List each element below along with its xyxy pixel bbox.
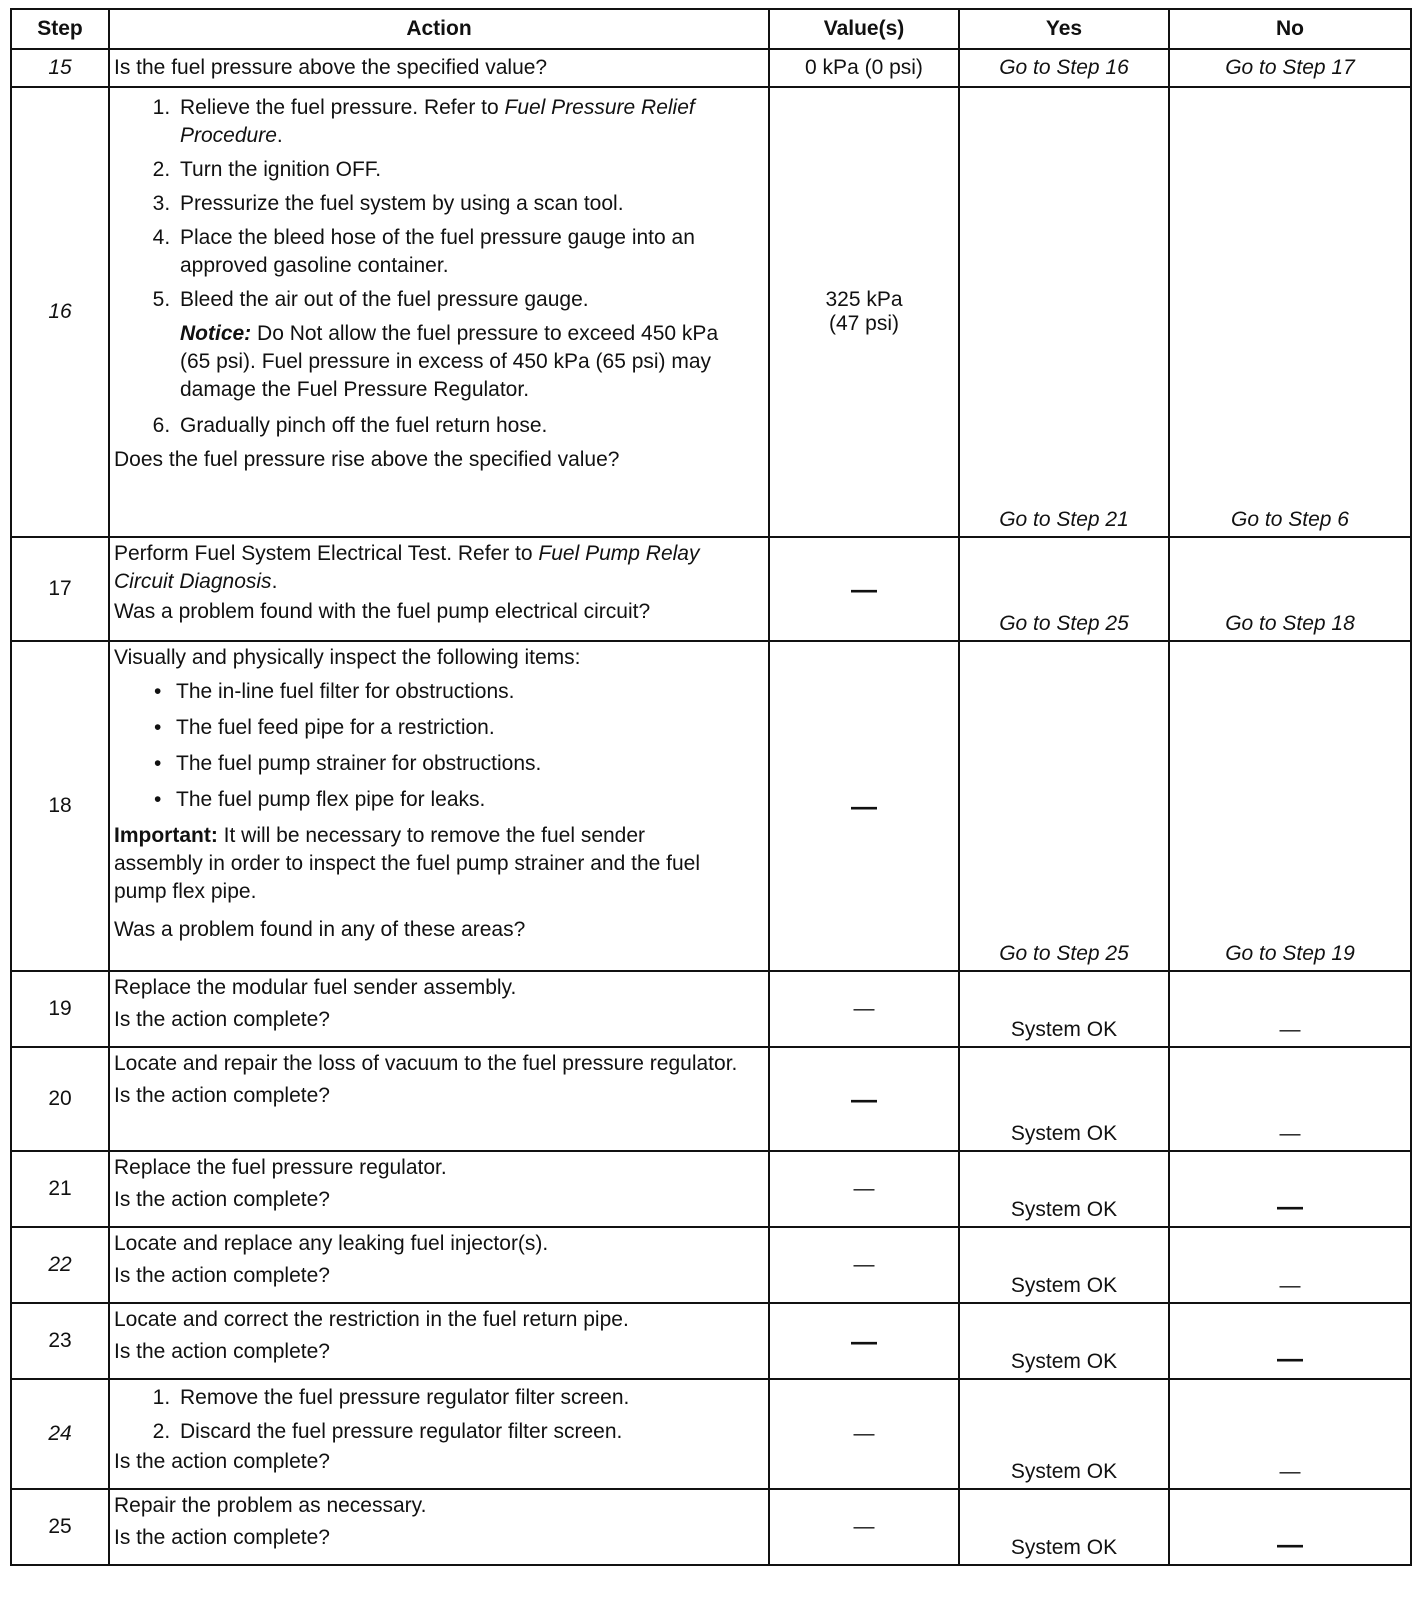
table-row: [11, 1489, 1411, 1565]
list-item: • The fuel pump flex pipe for leaks.: [176, 786, 764, 814]
yes-result: Go to Step 16: [959, 49, 1169, 87]
step-number: 22: [11, 1227, 109, 1303]
yes-result: Go to Step 25: [959, 641, 1169, 971]
list-item: 3. Pressurize the fuel system by using a scan tool.: [176, 190, 764, 218]
step-number: 18: [11, 641, 109, 971]
action-question: Is the action complete?: [114, 1008, 330, 1031]
no-result: —: [1169, 1227, 1411, 1303]
action-question: Was a problem found in any of these areas?: [114, 918, 526, 941]
action-question: Is the action complete?: [114, 1264, 330, 1287]
list-item: 6. Gradually pinch off the fuel return hose.: [176, 412, 764, 440]
header-values: Value(s): [769, 9, 959, 49]
action-cell: [109, 1227, 769, 1303]
step-value: —: [769, 1047, 959, 1151]
action-question: Does the fuel pressure rise above the specified value?: [114, 448, 620, 471]
step-value: —: [769, 1303, 959, 1379]
step-number: 24: [11, 1379, 109, 1489]
header-row: [11, 9, 1411, 49]
list-item: 1. Remove the fuel pressure regulator filter screen.: [176, 1384, 764, 1412]
step-value: —: [769, 1379, 959, 1489]
step-number: 16: [11, 87, 109, 537]
important-label: Important:: [114, 824, 218, 847]
table-row: [11, 1303, 1411, 1379]
step-number: 19: [11, 971, 109, 1047]
procedure-reference: Fuel Pump Relay Circuit Diagnosis: [114, 542, 700, 593]
header-step: Step: [11, 9, 109, 49]
action-question: Is the action complete?: [114, 1084, 330, 1107]
yes-result: Go to Step 21: [959, 87, 1169, 537]
no-result: —: [1169, 971, 1411, 1047]
no-result: —: [1169, 1489, 1411, 1565]
table-row: [11, 1227, 1411, 1303]
diagnostic-table-page: [10, 8, 1410, 1566]
no-result: —: [1169, 1151, 1411, 1227]
step-value: —: [769, 1151, 959, 1227]
header-action: Action: [109, 9, 769, 49]
yes-result: System OK: [959, 1379, 1169, 1489]
table-row: [11, 1047, 1411, 1151]
step-value: —: [769, 1489, 959, 1565]
action-question: Is the action complete?: [114, 1340, 330, 1363]
header-yes: Yes: [959, 9, 1169, 49]
action-text: Perform Fuel System Electrical Test. Refer to Fuel Pump Relay Circuit Diagnosis.: [114, 542, 700, 593]
action-cell: [109, 1151, 769, 1227]
action-cell: [109, 1379, 769, 1489]
step-value: —: [769, 641, 959, 971]
diagnostic-table: [10, 8, 1412, 1566]
yes-result: System OK: [959, 1489, 1169, 1565]
yes-result: System OK: [959, 1047, 1169, 1151]
step-value: 325 kPa (47 psi): [769, 87, 959, 537]
action-text: Visually and physically inspect the following items:: [114, 646, 581, 669]
list-item: 2. Turn the ignition OFF.: [176, 156, 764, 184]
table-row: [11, 87, 1411, 537]
yes-result: System OK: [959, 1303, 1169, 1379]
list-item: • The fuel pump strainer for obstructions.: [176, 750, 764, 778]
yes-result: System OK: [959, 1227, 1169, 1303]
table-row: [11, 537, 1411, 641]
list-item: 2. Discard the fuel pressure regulator filter screen.: [176, 1418, 764, 1446]
list-item: • The in-line fuel filter for obstructions.: [176, 678, 764, 706]
procedure-list: [114, 94, 764, 440]
action-cell: [109, 1489, 769, 1565]
inspection-list: [114, 678, 764, 814]
step-value: —: [769, 971, 959, 1047]
step-value: 0 kPa (0 psi): [769, 49, 959, 87]
action-cell: [109, 971, 769, 1047]
no-result: —: [1169, 1303, 1411, 1379]
action-cell: [109, 641, 769, 971]
action-cell: [109, 1047, 769, 1151]
list-item: 4. Place the bleed hose of the fuel pressure gauge into an approved gasoline container.: [176, 224, 764, 280]
list-item: 1. Relieve the fuel pressure. Refer to Fuel Pressure Relief Procedure.: [176, 94, 764, 150]
step-number: 17: [11, 537, 109, 641]
yes-result: Go to Step 25: [959, 537, 1169, 641]
action-text: Replace the modular fuel sender assembly.: [114, 976, 517, 999]
list-item: • The fuel feed pipe for a restriction.: [176, 714, 764, 742]
header-no: No: [1169, 9, 1411, 49]
action-text: Replace the fuel pressure regulator.: [114, 1156, 447, 1179]
step-number: 15: [11, 49, 109, 87]
step-number: 21: [11, 1151, 109, 1227]
no-result: Go to Step 6: [1169, 87, 1411, 537]
no-result: Go to Step 18: [1169, 537, 1411, 641]
yes-result: System OK: [959, 971, 1169, 1047]
notice-label: Notice:: [180, 322, 252, 345]
procedure-reference: Fuel Pressure Relief Procedure: [180, 96, 695, 147]
no-result: Go to Step 17: [1169, 49, 1411, 87]
step-number: 23: [11, 1303, 109, 1379]
table-row: [11, 641, 1411, 971]
action-cell: [109, 537, 769, 641]
table-row: [11, 49, 1411, 87]
action-cell: [109, 1303, 769, 1379]
action-question: Is the action complete?: [114, 1188, 330, 1211]
action-question: Is the action complete?: [114, 1526, 330, 1549]
action-question: Is the action complete?: [114, 1450, 330, 1473]
step-value: —: [769, 1227, 959, 1303]
table-row: [11, 1379, 1411, 1489]
no-result: Go to Step 19: [1169, 641, 1411, 971]
important-text: Important: It will be necessary to remove the fuel sender assembly in order to inspect the fuel pump strainer and the fuel pump flex pipe.: [114, 824, 700, 903]
action-text: Locate and repair the loss of vacuum to the fuel pressure regulator.: [114, 1052, 738, 1075]
action-text: Locate and replace any leaking fuel injector(s).: [114, 1232, 549, 1255]
no-result: —: [1169, 1379, 1411, 1489]
step-value: —: [769, 537, 959, 641]
step-number: 20: [11, 1047, 109, 1151]
action-question: Is the fuel pressure above the specified value?: [114, 56, 548, 79]
action-text: Repair the problem as necessary.: [114, 1494, 427, 1517]
table-row: [11, 1151, 1411, 1227]
action-question: Was a problem found with the fuel pump electrical circuit?: [114, 600, 651, 623]
yes-result: System OK: [959, 1151, 1169, 1227]
table-row: [11, 971, 1411, 1047]
notice-text: Notice: Do Not allow the fuel pressure to exceed 450 kPa (65 psi). Fuel pressure in excess of 450 kPa (65 psi) may damage the Fuel Pressure Regulator.: [180, 322, 719, 401]
action-cell: [109, 87, 769, 537]
action-text: Locate and correct the restriction in the fuel return pipe.: [114, 1308, 629, 1331]
procedure-list: [114, 1384, 764, 1446]
step-number: 25: [11, 1489, 109, 1565]
no-result: —: [1169, 1047, 1411, 1151]
list-item: 5. Bleed the air out of the fuel pressure gauge. Notice: Do Not allow the fuel pressure to exceed 450 kPa (65 psi). Fuel pressure in excess of 450 kPa (65 psi) may damage the Fuel Pressure Regulator.: [176, 286, 764, 404]
